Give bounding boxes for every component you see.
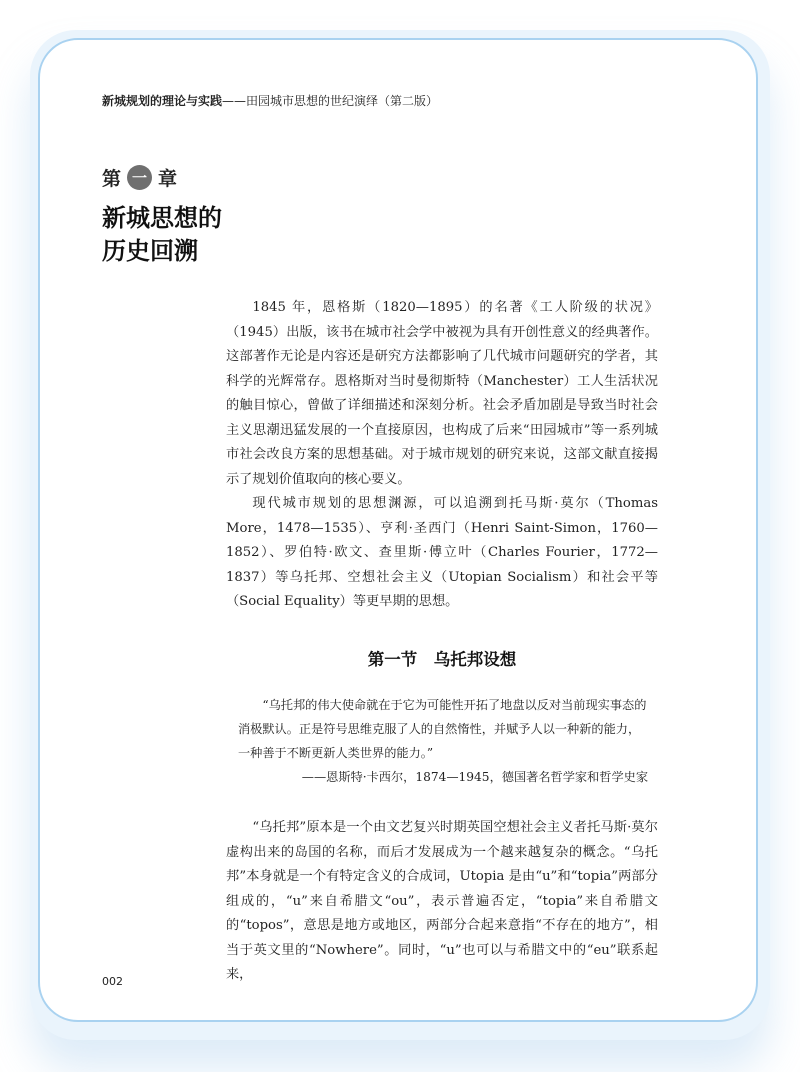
section-title: 第一节 乌托邦设想 bbox=[367, 650, 517, 669]
epigraph-quote: “乌托邦的伟大使命就在于它为可能性开拓了地盘以反对当前现实事态的消极默认。正是符号思维克服了人的自然惰性，并赋予人以一种新的能力，一种善于不断更新人类世界的能力。” bbox=[238, 698, 647, 760]
chapter-title-line: 历史回溯 bbox=[102, 237, 198, 265]
epigraph bbox=[238, 693, 648, 789]
chapter-title-line: 新城思想的 bbox=[102, 204, 222, 232]
chapter-label bbox=[102, 164, 177, 191]
chapter-suffix: 章 bbox=[158, 168, 178, 190]
intro-text bbox=[226, 296, 658, 615]
chapter-number-badge: 一 bbox=[127, 165, 152, 190]
epigraph-attribution: ——恩斯特·卡西尔，1874—1945，德国著名哲学家和哲学史家 bbox=[301, 770, 648, 784]
section-text bbox=[226, 816, 658, 988]
running-head bbox=[102, 92, 438, 109]
chapter-prefix: 第 bbox=[102, 168, 122, 190]
book-title: 新城规划的理论与实践 bbox=[102, 94, 223, 108]
page-card bbox=[38, 38, 758, 1022]
chapter-title bbox=[102, 202, 222, 268]
paragraph: “乌托邦”原本是一个由文艺复兴时期英国空想社会主义者托马斯·莫尔虚构出来的岛国的名称，而后才发展成为一个越来越复杂的概念。“乌托邦”本身就是一个有特定含义的合成词，Utopia 是由“u”和“topia”两部分组成的，“u”来自希腊文“ou”，表示普遍否定，“topia”来自希腊文的“topos”，意思是地方或地区，两部分合起来意指“不存在的地方”，相当于英文里的“Nowhere”。同时，“u”也可以与希腊文中的“eu”联系起来， bbox=[226, 820, 658, 982]
page-number: 002 bbox=[102, 975, 123, 988]
paragraph: 1845 年，恩格斯（1820—1895）的名著《工人阶级的状况》（1945）出版，该书在城市社会学中被视为具有开创性意义的经典著作。这部著作无论是内容还是研究方法都影响了几代城市问题研究的学者，其科学的光辉常存。恩格斯对当时曼彻斯特（Manchester）工人生活状况的触目惊心，曾做了详细描述和深刻分析。社会矛盾加剧是导致当时社会主义思潮迅猛发展的一个直接原因，也构成了后来“田园城市”等一系列城市社会改良方案的思想基础。对于城市规划的研究来说，这部文献直接揭示了规划价值取向的核心要义。 bbox=[226, 300, 658, 487]
book-subtitle: ——田园城市思想的世纪演绎（第二版） bbox=[222, 94, 439, 108]
paragraph: 现代城市规划的思想渊源，可以追溯到托马斯·莫尔（Thomas More，1478—1535）、亨利·圣西门（Henri Saint-Simon，1760—1852）、罗伯特·欧文、查里斯·傅立叶（Charles Fourier，1772—1837）等乌托邦、空想社会主义（Utopian Socialism）和社会平等（Social Equality）等更早期的思想。 bbox=[226, 496, 658, 609]
